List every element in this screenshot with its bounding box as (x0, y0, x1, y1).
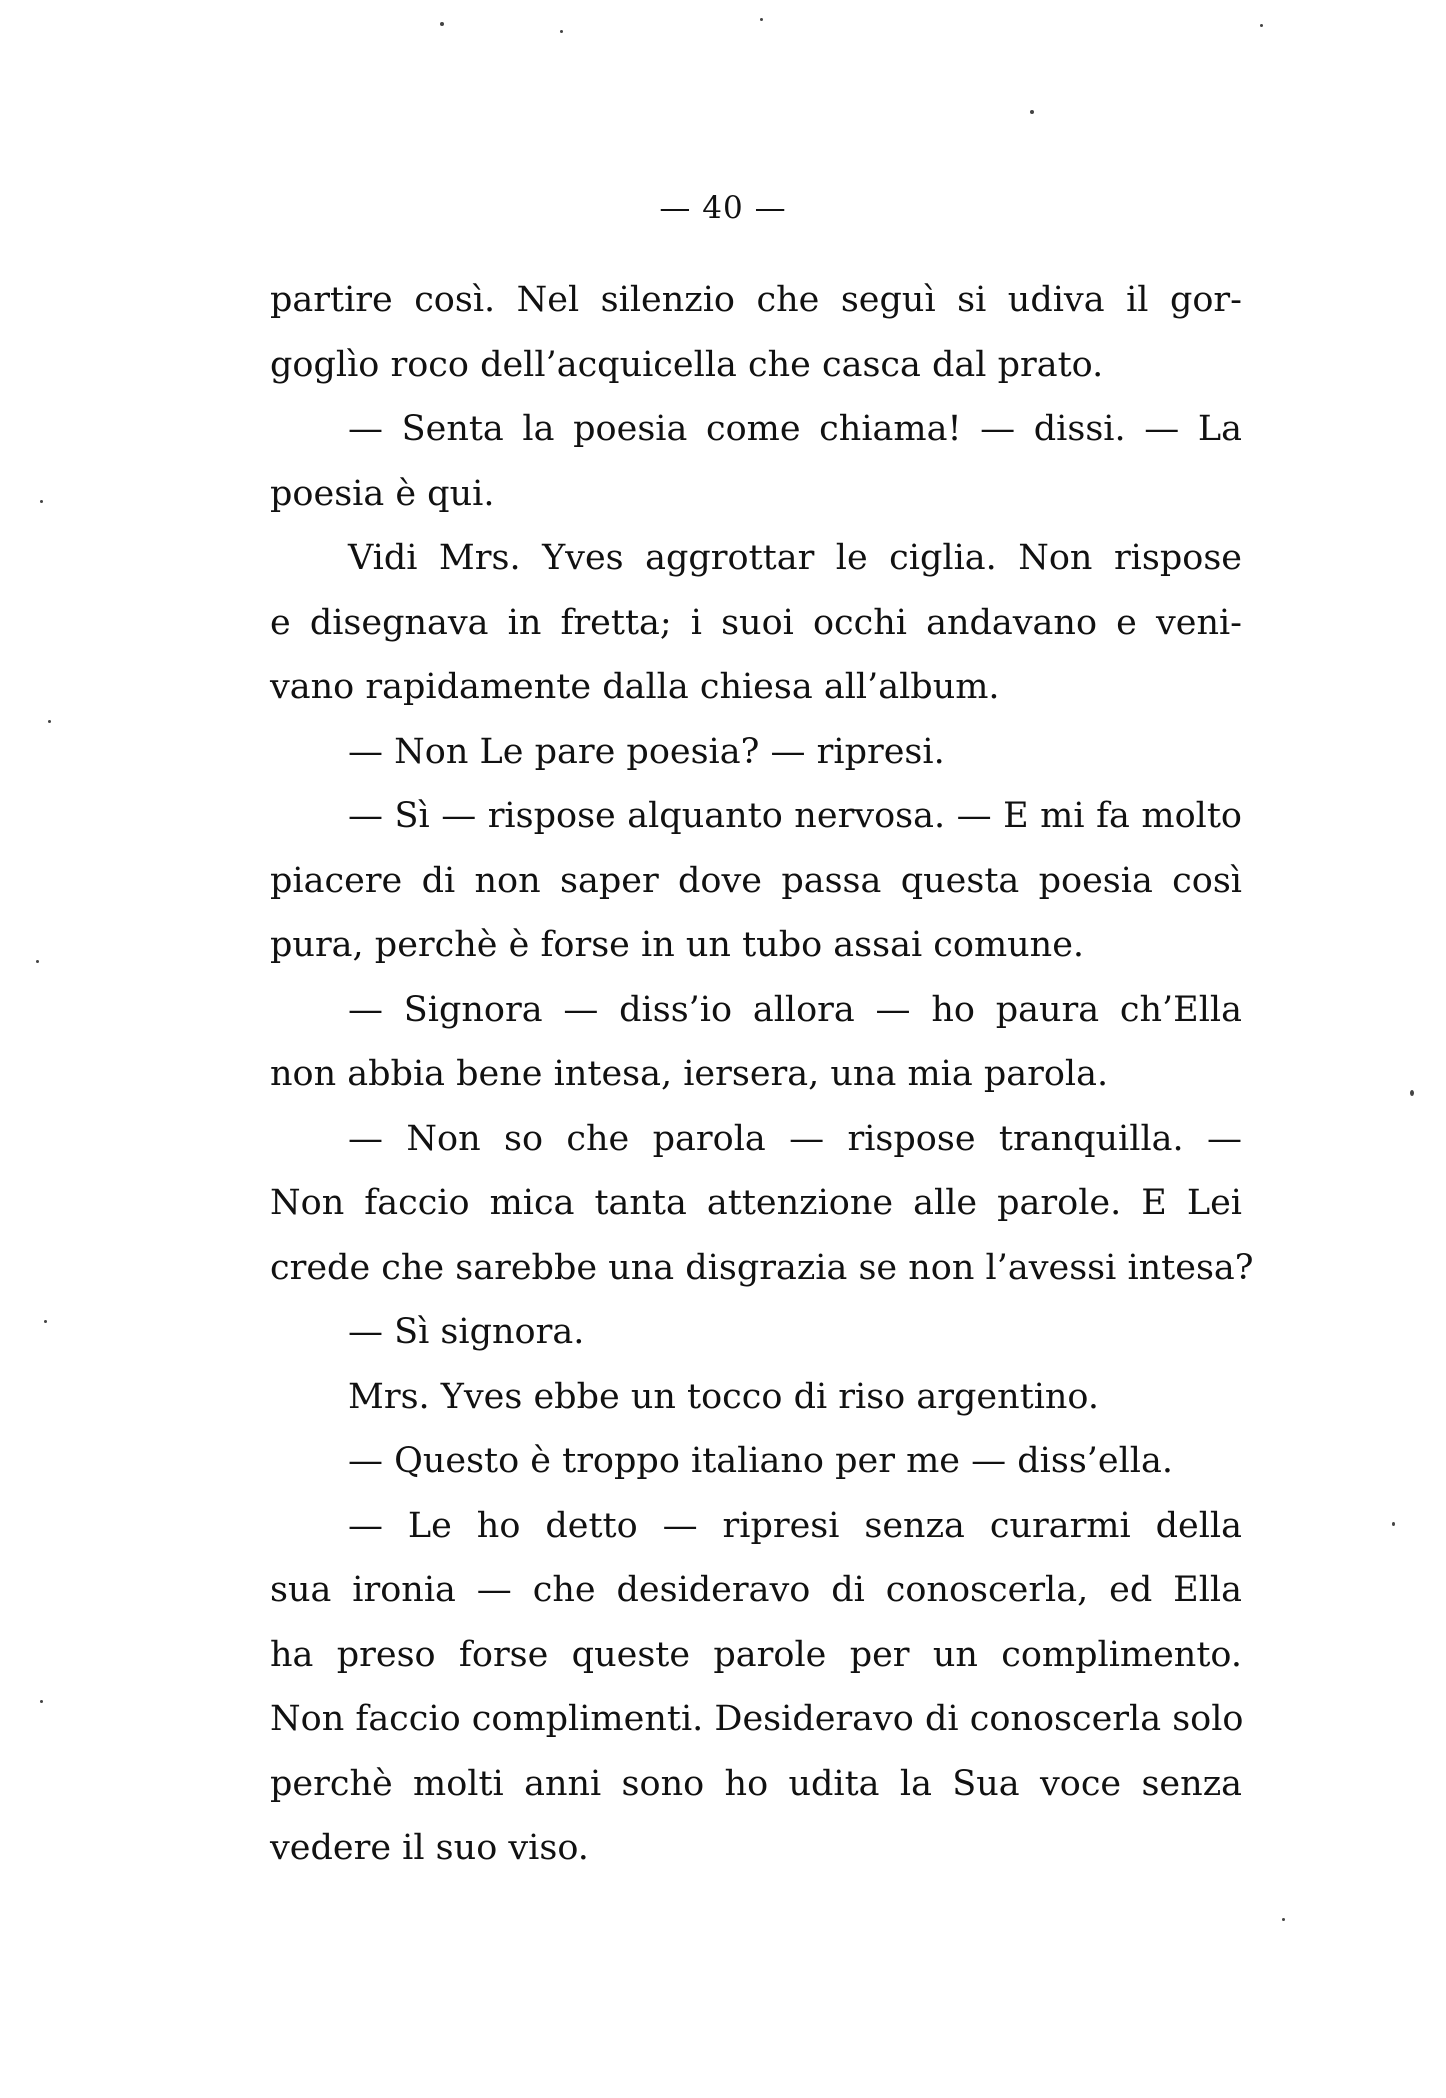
text-line: Vidi Mrs. Yves aggrottar le ciglia. Non rispose (348, 538, 1242, 578)
scan-speck (40, 1700, 43, 1703)
text-line: Non faccio mica tanta attenzione alle parole. E Lei (270, 1183, 1242, 1223)
text-line: — Sì signora. (348, 1312, 585, 1352)
text-line: — Senta la poesia come chiama! — dissi. — La (348, 409, 1242, 449)
text-line: sua ironia — che desideravo di conoscerla, ed Ella (270, 1570, 1242, 1610)
scan-speck (1392, 1522, 1395, 1526)
text-line: non abbia bene intesa, iersera, una mia parola. (270, 1054, 1109, 1094)
text-line: — Signora — diss’io allora — ho paura ch’Ella (348, 989, 1242, 1030)
scan-speck (440, 22, 444, 26)
text-line: e disegnava in fretta; i suoi occhi andavano e veni- (270, 602, 1242, 643)
scan-speck (48, 720, 51, 723)
text-line: piacere di non saper dove passa questa poesia così (270, 860, 1242, 901)
scan-speck (36, 960, 39, 963)
scan-speck (560, 30, 563, 33)
scan-speck (1260, 24, 1263, 27)
text-line: goglìo roco dell’acquicella che casca dal prato. (270, 344, 1104, 385)
text-line: — Non so che parola — rispose tranquilla. — (348, 1118, 1242, 1159)
scan-speck (1030, 110, 1034, 114)
text-line: crede che sarebbe una disgrazia se non l’avessi intesa? (270, 1247, 1254, 1288)
page-number: — 40 — (659, 190, 787, 226)
text-line: poesia è qui. (270, 473, 495, 514)
scan-speck (1282, 1918, 1285, 1921)
text-line: Non faccio complimenti. Desideravo di conoscerla solo (270, 1699, 1244, 1739)
text-line: — Questo è troppo italiano per me — diss’ella. (348, 1441, 1173, 1481)
text-line: vedere il suo viso. (270, 1828, 589, 1868)
scan-speck (44, 1320, 47, 1323)
text-line: ha preso forse queste parole per un complimento. (270, 1634, 1242, 1675)
text-line: Mrs. Yves ebbe un tocco di riso argentino. (348, 1376, 1100, 1417)
text-line: — Sì — rispose alquanto nervosa. — E mi fa molto (348, 796, 1242, 836)
text-line: perchè molti anni sono ho udita la Sua voce senza (270, 1763, 1242, 1804)
scan-speck (40, 500, 43, 503)
scan-speck (760, 18, 763, 21)
text-line: vano rapidamente dalla chiesa all’album. (270, 667, 1000, 707)
body-text (270, 268, 1254, 1881)
text-line: — Non Le pare poesia? — ripresi. (348, 731, 945, 772)
text-line: partire così. Nel silenzio che seguì si udiva il gor- (270, 280, 1242, 320)
text-line: pura, perchè è forse in un tubo assai comune. (270, 925, 1085, 965)
scan-speck (1410, 1090, 1414, 1096)
text-line: — Le ho detto — ripresi senza curarmi della (348, 1505, 1242, 1546)
